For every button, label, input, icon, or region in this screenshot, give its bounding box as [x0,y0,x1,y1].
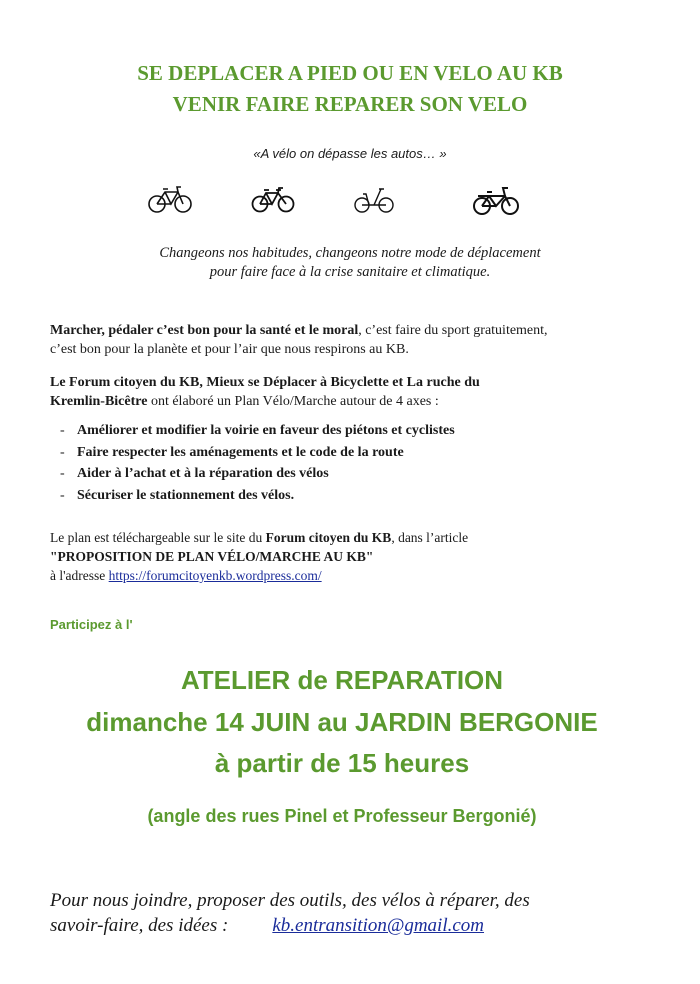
forum-bold-2: Kremlin-Bicêtre [50,394,148,409]
plan-line-3-pre: à l'adresse [50,568,109,583]
participez-label: Participez à l' [50,617,133,632]
title-line-1: SE DEPLACER A PIED OU EN VELO AU KB [137,61,563,85]
subtitle-line-1: Changeons nos habitudes, changeons notre mode de déplacement [159,245,541,261]
forum-bold-1: Le Forum citoyen du KB, Mieux se Déplacer à Bicyclette et La ruche du [50,375,480,390]
axis-text: Sécuriser le stationnement des vélos. [77,487,295,503]
bicycle-icons-row [0,184,700,224]
subtitle [0,244,700,282]
axis-text: Faire respecter les aménagements et le code de la route [77,444,404,460]
axis-text: Aider à l’achat et à la réparation des vélos [77,466,329,481]
list-item: - Améliorer et modifier la voirie en faveur des piétons et cyclistes [60,423,455,438]
event-time: à partir de 15 heures [214,748,470,778]
cargo-bicycle-icon [472,184,520,216]
intro-bold: Marcher, pédaler c’est bon pour la santé et le moral [50,323,359,338]
forum-paragraph [50,373,646,411]
subtitle-line-2: pour faire face à la crise sanitaire et climatique. [209,264,491,280]
list-item: - Faire respecter les aménagements et le code de la route [60,444,404,460]
title-line-2: VENIR FAIRE REPARER SON VELO [172,92,528,116]
intro-paragraph [50,321,646,359]
plan-line-1-post: , dans l’article [391,530,469,545]
quote: «A vélo on dépasse les autos… » [253,146,447,161]
contact-line-1: Pour nous joindre, proposer des outils, des vélos à réparer, des [50,890,530,911]
intro-rest: , c’est faire du sport gratuitement, [358,323,548,338]
bicycle-icon [147,184,193,214]
contact-paragraph [50,888,650,938]
contact-line-2: savoir-faire, des idées : [50,915,229,936]
forum-website-link[interactable]: https://forumcitoyenkb.wordpress.com/ [108,568,322,583]
list-item: - Aider à l’achat et à la réparation des vélos [60,466,329,481]
axis-text: Améliorer et modifier la voirie en faveur des piétons et cyclistes [77,423,455,438]
axes-list [50,420,650,506]
plan-article-title: "PROPOSITION DE PLAN VÉLO/MARCHE AU KB" [50,549,374,564]
plan-line-1-bold: Forum citoyen du KB [265,530,392,545]
folding-bicycle-icon [351,184,397,214]
list-item: - Sécuriser le stationnement des vélos. [60,487,295,503]
event-title: ATELIER de REPARATION [180,665,504,695]
contact-email-link[interactable]: kb.entransition@gmail.com [272,915,485,936]
tandem-bicycle-icon [250,184,296,214]
event-location: (angle des rues Pinel et Professeur Bergonié) [147,806,537,826]
event-date-place: dimanche 14 JUIN au JARDIN BERGONIE [86,707,598,737]
forum-rest: ont élaboré un Plan Vélo/Marche autour de 4 axes : [147,394,439,409]
intro-line-2: c’est bon pour la planète et pour l’air que nous respirons au KB. [50,342,409,357]
plan-paragraph [50,528,650,585]
plan-line-1-pre: Le plan est téléchargeable sur le site du [50,530,266,545]
